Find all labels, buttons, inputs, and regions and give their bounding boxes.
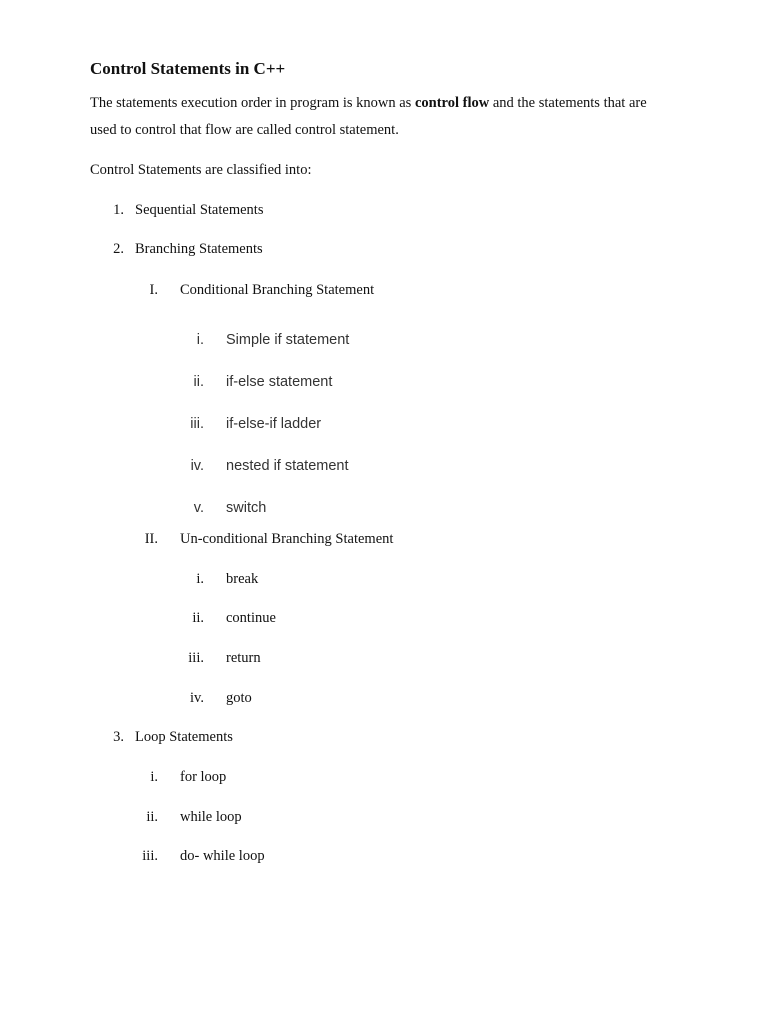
list-marker: iv.: [190, 690, 204, 706]
list-item: goto: [226, 690, 252, 706]
list-marker: iii.: [142, 848, 158, 864]
list-item: while loop: [180, 809, 242, 825]
list-marker: 1.: [113, 202, 124, 218]
intro-text-before: The statements execution order in program is known as: [90, 95, 415, 111]
list-marker: iv.: [190, 458, 204, 474]
list-marker: i.: [196, 332, 204, 348]
list-marker: i.: [150, 769, 158, 785]
list-marker: II.: [144, 531, 158, 547]
list-item-branching: Branching Statements: [135, 241, 263, 257]
list-marker: iii.: [190, 416, 204, 432]
page-title: Control Statements in C++: [90, 59, 286, 78]
list-item-loop: Loop Statements: [135, 729, 233, 745]
intro-text-bold: control flow: [414, 95, 490, 111]
list-item: if-else-if ladder: [226, 416, 322, 432]
list-marker: ii.: [146, 809, 158, 825]
intro-line-2: used to control that flow are called control statement.: [90, 122, 399, 138]
list-item-sequential: Sequential Statements: [135, 202, 264, 218]
list-marker: ii.: [193, 374, 204, 390]
list-item: do- while loop: [180, 848, 265, 864]
list-item: continue: [226, 610, 276, 626]
list-marker: 3.: [113, 729, 124, 745]
list-marker: ii.: [192, 610, 204, 626]
list-item: Simple if statement: [226, 332, 350, 348]
list-item: switch: [226, 500, 267, 516]
list-item: return: [226, 650, 261, 666]
list-item: break: [226, 571, 259, 587]
list-marker: I.: [149, 282, 158, 298]
list-marker: i.: [196, 571, 204, 587]
list-item: if-else statement: [226, 374, 333, 390]
classified-text: Control Statements are classified into:: [90, 162, 312, 178]
list-item: nested if statement: [226, 458, 349, 474]
list-marker: iii.: [188, 650, 204, 666]
list-item: for loop: [180, 769, 227, 785]
list-item-unconditional: Un-conditional Branching Statement: [180, 531, 394, 547]
intro-line-1: [90, 96, 647, 111]
intro-text-after: and the statements that are: [489, 95, 647, 111]
list-marker: 2.: [113, 241, 124, 257]
list-marker: v.: [193, 500, 204, 516]
list-item-conditional: Conditional Branching Statement: [180, 282, 375, 298]
